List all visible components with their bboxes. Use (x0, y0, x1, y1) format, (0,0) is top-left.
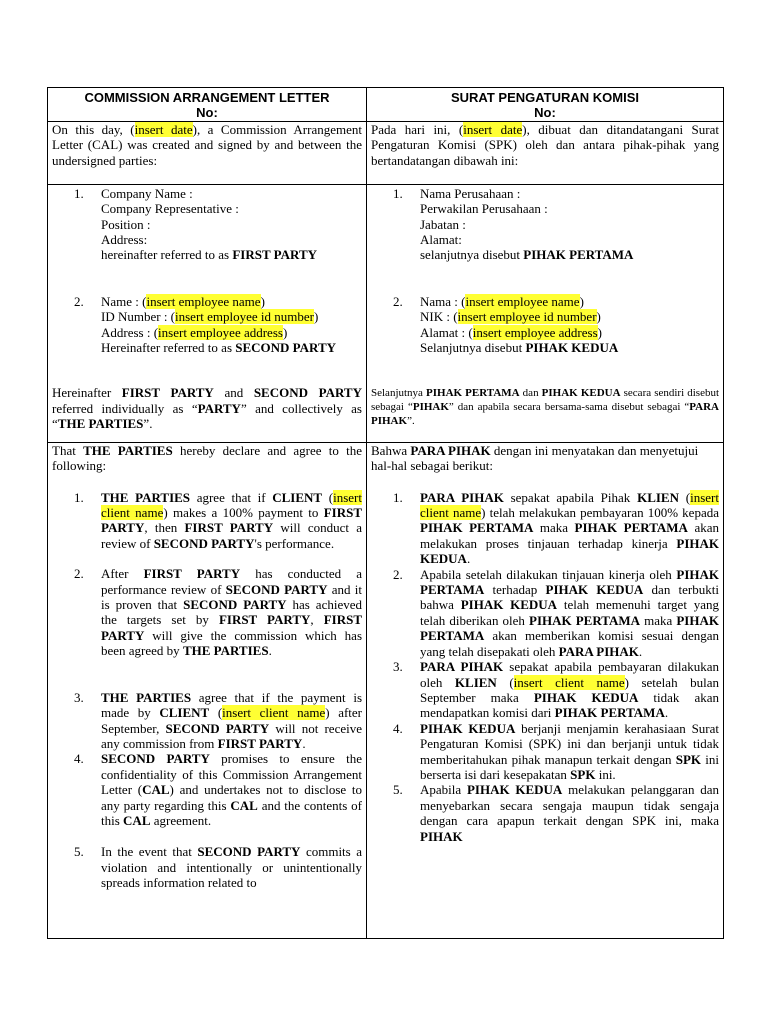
term: FIRST PARTY (217, 735, 303, 751)
insert-employee-id-placeholder: insert employee id number (175, 309, 315, 325)
term: FIRST PARTY (101, 612, 362, 643)
reference-text: Selanjutnya disebut (420, 340, 526, 356)
list-number: 2. (393, 293, 403, 309)
term: FIRST PARTY (184, 520, 274, 536)
parties-row (48, 184, 724, 442)
paren: ) (579, 293, 584, 309)
intro-text: dengan ini menyatakan dan menyetujui hal-hal sebagai berikut: (371, 442, 699, 474)
right-terms-cell (367, 442, 724, 938)
right-party-list (371, 186, 719, 356)
term: THE PARTIES (101, 689, 192, 705)
text: In the event that (101, 844, 198, 860)
alamat-field: Alamat: (420, 232, 462, 248)
text: ( (678, 489, 691, 505)
left-intro-cell (48, 121, 367, 184)
list-number: 1. (393, 489, 403, 505)
term: CLIENT (159, 705, 210, 721)
insert-employee-address-placeholder: insert employee address (158, 324, 283, 340)
text: Apabila setelah dilakukan tinjauan kinerja oleh (420, 566, 677, 582)
term: PIHAK KEDUA (460, 597, 558, 613)
text: ) after September, (101, 705, 363, 736)
text: ini. (595, 766, 616, 782)
employee-address-field (101, 325, 362, 340)
right-intro-cell (367, 121, 724, 184)
header-row (48, 88, 724, 122)
summary-text: Selanjutnya (371, 387, 427, 400)
term: KLIEN (637, 489, 679, 505)
summary-term: PARTY (197, 400, 241, 416)
text: . (638, 643, 643, 659)
term: THE PARTIES (182, 643, 269, 659)
paren: ) (596, 309, 601, 325)
term: FIRST PARTY (143, 566, 241, 582)
term: PARA PIHAK (420, 659, 504, 675)
second-party-item (52, 294, 362, 356)
text: maka (640, 612, 677, 628)
term-item-5 (371, 782, 719, 844)
text: ) setelah bulan September maka (420, 674, 719, 705)
text: 's performance. (254, 535, 335, 551)
right-terms-list (371, 490, 719, 844)
left-title: COMMISSION ARRANGEMENT LETTER (84, 90, 330, 105)
text: commits a violation and intentionally or unintentionally spreads information related to (101, 844, 362, 891)
left-terms-list (52, 490, 362, 891)
right-title: SURAT PENGATURAN KOMISI (450, 90, 640, 105)
insert-employee-name-placeholder: insert employee name (146, 293, 261, 309)
term: PARA PIHAK (558, 643, 639, 659)
alamat-employee-field (420, 325, 719, 340)
intro-text: hereby declare and agree to the following: (52, 442, 362, 474)
term: CAL (123, 812, 151, 828)
term: SECOND PARTY (197, 844, 301, 860)
text: has conducted a performance review of (101, 566, 362, 597)
term-item-2 (52, 566, 362, 658)
summary-term: THE PARTIES (57, 416, 144, 432)
field-label: ID Number : ( (101, 309, 176, 325)
text: will not receive any commission from (101, 720, 362, 751)
text: agreement. (150, 812, 212, 828)
term: PIHAK KEDUA (420, 720, 516, 736)
company-representative-field: Company Representative : (101, 201, 239, 217)
summary-term: PIHAK KEDUA (541, 387, 621, 400)
employee-name-field (101, 294, 362, 309)
insert-employee-id-placeholder: insert employee id number (457, 309, 597, 325)
text: akan melakukan proses tinjauan terhadap kinerja (420, 520, 719, 551)
list-number: 2. (74, 566, 84, 582)
term-item-4 (52, 751, 362, 828)
summary-term: FIRST PARTY (121, 385, 214, 401)
term-item-4 (371, 721, 719, 783)
nik-field (420, 309, 719, 324)
reference-text: hereinafter referred to as (101, 247, 233, 263)
pihak-kedua-item (371, 294, 719, 356)
nama-field (420, 294, 719, 309)
left-parties-summary (52, 385, 362, 431)
text: terhadap (484, 582, 546, 598)
pihak-pertama-term: PIHAK PERTAMA (523, 247, 634, 263)
list-number: 2. (74, 293, 84, 309)
list-number: 5. (393, 782, 403, 798)
text: agree that if the payment is made by (101, 689, 362, 721)
term: THE PARTIES (101, 489, 191, 505)
right-terms-intro (371, 443, 719, 474)
intro-text: That (52, 442, 84, 458)
term: SECOND PARTY (101, 751, 210, 767)
insert-client-name-placeholder: insert client name (101, 489, 362, 521)
paren: ) (597, 324, 602, 340)
text: berjanji menjamin kerahasiaan Surat Pengaturan Komisi (SPK) ini dan berjanji untuk tidak memberitahukan pihak manapun terkait dengan (420, 720, 720, 767)
terms-row (48, 442, 724, 938)
field-label: Address : ( (101, 324, 159, 340)
text: maka (533, 520, 575, 536)
term: PIHAK KEDUA (533, 689, 639, 705)
summary-text: dan (519, 387, 542, 400)
intro-text: Bahwa (371, 442, 411, 458)
list-number: 4. (74, 751, 84, 767)
right-intro-text: Pada hari ini, ( (371, 121, 464, 137)
reference-text: selanjutnya disebut (420, 247, 524, 263)
pihak-kedua-term: PIHAK KEDUA (525, 340, 619, 356)
term-item-3 (371, 659, 719, 721)
first-party-item (52, 186, 362, 263)
term: FIRST PARTY (101, 505, 363, 536)
summary-text: ”. (143, 416, 153, 432)
term-item-1 (371, 490, 719, 567)
text: sepakat apabila pembayaran dilakukan oleh (420, 659, 719, 690)
term-item-3 (52, 690, 362, 752)
list-number: 3. (74, 689, 84, 705)
text: ( (209, 705, 223, 721)
bilingual-agreement-table (47, 87, 724, 939)
text: . (302, 735, 306, 751)
summary-text: ”. (407, 415, 415, 428)
text: has achieved the targets set by (101, 597, 362, 628)
term: CAL (230, 797, 258, 813)
field-label: Alamat : ( (420, 324, 473, 340)
nama-perusahaan-field: Nama Perusahaan : (420, 185, 521, 201)
insert-date-placeholder: insert date (134, 121, 193, 137)
list-number: 3. (393, 659, 403, 675)
text: sepakat apabila Pihak (503, 489, 638, 505)
text: , (310, 612, 324, 628)
insert-client-name-placeholder: insert client name (420, 489, 719, 521)
intro-term: THE PARTIES (83, 442, 173, 458)
text: tidak akan mendapatkan komisi dari (420, 689, 719, 721)
term: PIHAK PERTAMA (420, 520, 534, 536)
list-number: 2. (393, 566, 403, 582)
text: . (664, 705, 669, 721)
left-terms-intro (52, 443, 362, 474)
right-parties-cell (367, 184, 724, 442)
text: will give the commission which has been agreed by (101, 627, 362, 659)
left-party-list (52, 186, 362, 356)
insert-client-name-placeholder: insert client name (513, 674, 625, 690)
left-header-cell (48, 88, 367, 122)
term: PIHAK PERTAMA (420, 566, 719, 598)
address-field: Address: (101, 232, 148, 248)
summary-text: ” and collectively as “ (52, 400, 362, 432)
second-party-reference (101, 340, 362, 355)
summary-text: and (213, 385, 254, 401)
text: ) telah melakukan pembayaran 100% kepada (481, 505, 719, 521)
paren: ) (314, 309, 319, 325)
second-party-term: SECOND PARTY (235, 340, 337, 356)
term: CAL (142, 782, 170, 798)
list-number: 1. (393, 185, 403, 201)
insert-date-placeholder: insert date (463, 121, 523, 137)
term-item-2 (371, 567, 719, 659)
field-label: Name : ( (101, 293, 147, 309)
text: agree that if (190, 489, 273, 505)
text: dan terbukti bahwa (420, 582, 719, 613)
text: . (268, 643, 272, 659)
paren: ) (260, 293, 265, 309)
insert-client-name-placeholder: insert client name (222, 705, 326, 721)
summary-text: referred individually as “ (52, 400, 198, 416)
term: FIRST PARTY (218, 612, 311, 628)
text: ini berserta isi dari kesepakatan (420, 751, 719, 782)
paren: ) (282, 324, 288, 340)
term-item-5 (52, 844, 362, 890)
jabatan-field: Jabatan : (420, 216, 466, 232)
term: PIHAK (420, 828, 463, 844)
text: ( (322, 489, 334, 505)
summary-text: Hereinafter (52, 385, 122, 401)
list-number: 4. (393, 720, 403, 736)
term: PIHAK KEDUA (420, 535, 719, 567)
term: KLIEN (454, 674, 497, 690)
text: ) makes a 100% payment to (163, 505, 324, 521)
text: promises to ensure the confidentiality of this Commission Arrangement Letter ( (101, 751, 362, 798)
summary-term: SECOND PARTY (253, 385, 362, 401)
term: PIHAK KEDUA (466, 782, 563, 798)
left-terms-cell (48, 442, 367, 938)
company-name-field: Company Name : (101, 185, 193, 201)
summary-text: secara sendiri disebut sebagai “ (371, 387, 720, 414)
summary-term: PIHAK PERTAMA (426, 387, 520, 400)
right-parties-summary (371, 386, 719, 428)
term: PARA PIHAK (420, 489, 504, 505)
term: SECOND PARTY (165, 720, 270, 736)
term: SECOND PARTY (153, 535, 255, 551)
term: SECOND PARTY (225, 581, 328, 597)
term: PIHAK PERTAMA (554, 705, 665, 721)
left-intro-text: On this day, ( (52, 121, 135, 137)
list-number: 1. (74, 489, 84, 505)
right-intro-text-rest: ), dibuat dan ditandatangani Surat Pengaturan Komisi (SPK) oleh dan antara pihak-pihak yang bertandatangan dibawah ini: (371, 121, 719, 168)
perwakilan-perusahaan-field: Perwakilan Perusahaan : (420, 201, 548, 217)
first-party-reference (101, 247, 362, 262)
reference-text: Hereinafter referred to as (101, 340, 236, 356)
text: . (466, 551, 471, 567)
pihak-pertama-item (371, 186, 719, 263)
term: CLIENT (272, 489, 323, 505)
field-label: Nama : ( (420, 293, 466, 309)
text: and it is proven that (101, 581, 362, 613)
left-number-label: No: (196, 105, 218, 121)
employee-id-field (101, 309, 362, 324)
intro-term: PARA PIHAK (410, 442, 491, 458)
term: PIHAK PERTAMA (420, 612, 719, 644)
field-label: NIK : ( (420, 309, 458, 325)
term: SPK (675, 751, 702, 767)
pihak-pertama-reference (420, 247, 719, 262)
pihak-kedua-reference (420, 340, 719, 355)
summary-term: PARA PIHAK (371, 401, 719, 428)
insert-employee-name-placeholder: insert employee name (465, 293, 580, 309)
term: PIHAK PERTAMA (529, 612, 641, 628)
left-intro-text-rest: ), a Commission Arrangement Letter (CAL) was created and signed by and between the undersigned parties: (52, 121, 362, 168)
text: Apabila (420, 782, 467, 798)
position-field: Position : (101, 216, 151, 232)
intro-row (48, 121, 724, 184)
text: After (101, 566, 144, 582)
text: ) and undertakes not to disclose to any party regarding this (101, 782, 362, 813)
term: PIHAK KEDUA (545, 582, 644, 598)
text: telah memenuhi target yang telah diberikan oleh (420, 597, 719, 628)
text: , then (144, 520, 185, 536)
term-item-1 (52, 490, 362, 552)
text: akan memberikan komisi sesuai dengan yang telah disepakati oleh (420, 628, 719, 659)
summary-term: PIHAK (412, 401, 449, 414)
list-number: 5. (74, 844, 84, 860)
text: ( (496, 674, 514, 690)
term: SPK (570, 766, 596, 782)
text: melakukan pelanggaran dan menyebarkan secara sengaja maupun tidak sengaja dengan cara apapun terkait dengan SPK ini, maka (420, 782, 720, 829)
text: will conduct a review of (101, 520, 362, 551)
right-header-cell (367, 88, 724, 122)
insert-employee-address-placeholder: insert employee address (472, 324, 598, 340)
right-number-label: No: (534, 105, 556, 121)
first-party-term: FIRST PARTY (232, 247, 318, 263)
left-parties-cell (48, 184, 367, 442)
summary-text: ” dan apabila secara bersama-sama disebut sebagai “ (448, 401, 690, 414)
term: PIHAK PERTAMA (574, 520, 688, 536)
term: SECOND PARTY (183, 597, 287, 613)
list-number: 1. (74, 185, 84, 201)
text: and the contents of this (101, 797, 362, 828)
